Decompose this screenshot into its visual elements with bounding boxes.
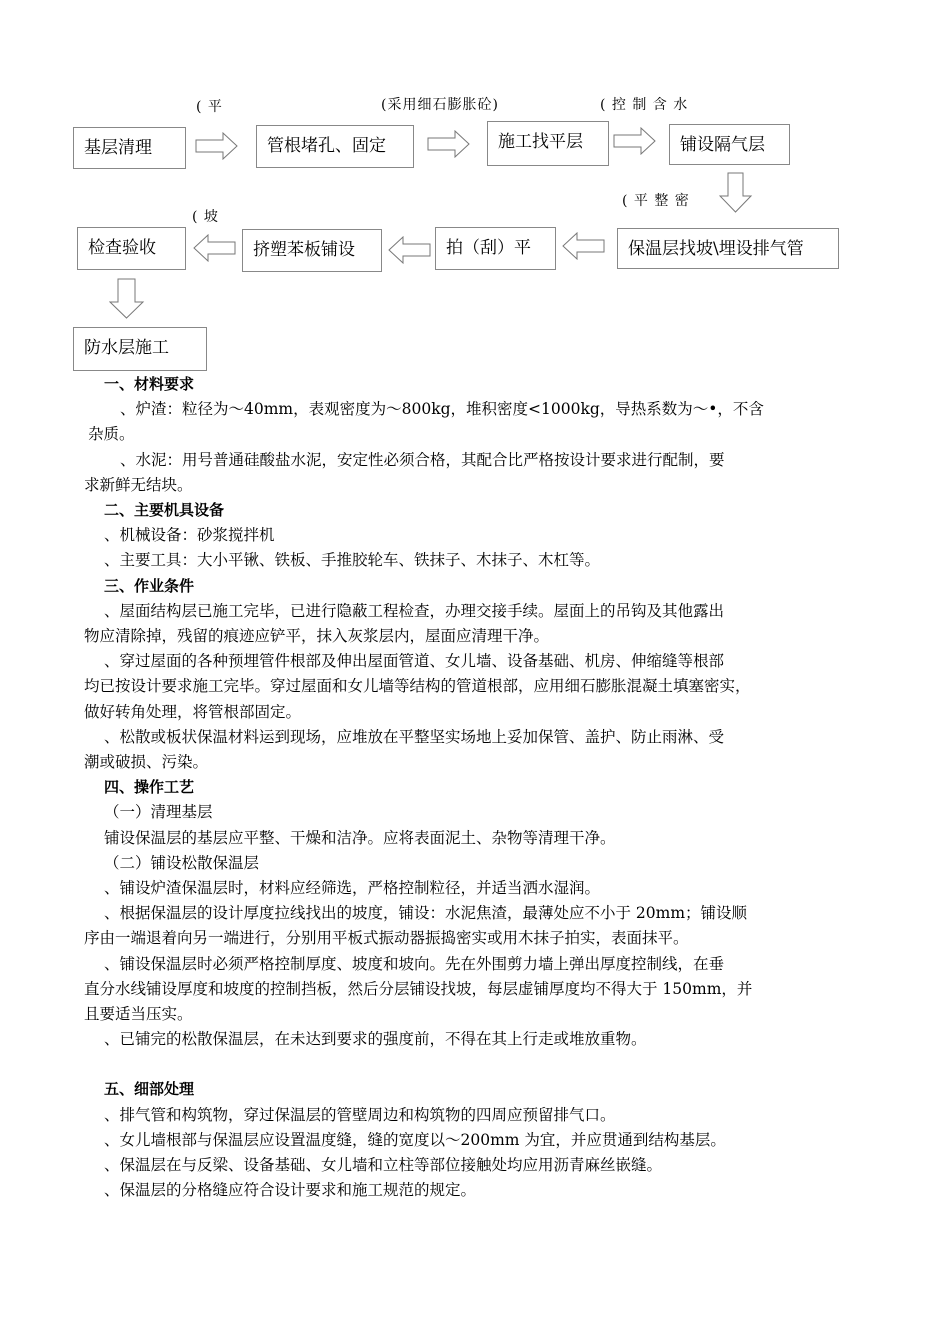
arrow-right-icon — [613, 127, 657, 155]
paragraph: 、机械设备：砂浆搅拌机 — [104, 526, 275, 545]
paragraph: 铺设保温层的基层应平整、干燥和洁净。应将表面泥土、杂物等清理干净。 — [104, 828, 616, 847]
arrow-right-icon — [195, 132, 239, 160]
paragraph: 物应清除掉，残留的痕迹应铲平，抹入灰浆层内，屋面应清理干净。 — [84, 627, 550, 646]
note-moisture: ( 控 制 含 水 — [600, 97, 689, 113]
paragraph: 均已按设计要求施工完毕。穿过屋面和女儿墙等结构的管道根部，应用细石膨胀混凝土填塞密实， — [84, 677, 751, 696]
paragraph: 求新鲜无结块。 — [84, 475, 193, 494]
arrow-left-icon — [562, 232, 606, 260]
note-level: ( 平 — [196, 99, 223, 115]
step-pipe-plugging: 管根堵孔、固定 — [256, 125, 414, 168]
paragraph: 、女儿墙根部与保温层应设置温度缝，缝的宽度以～200mm 为宜，并应贯通到结构基层。 — [104, 1130, 726, 1149]
paragraph: 、铺设保温层时必须严格控制厚度、坡度和坡向。先在外围剪力墙上弹出厚度控制线，在垂 — [104, 954, 725, 973]
paragraph: 、保温层的分格缝应符合设计要求和施工规范的规定。 — [104, 1181, 477, 1200]
paragraph: 、炉渣：粒径为～40mm，表观密度为～800kg，堆积密度<1000kg，导热系数为～•，不含 — [120, 400, 764, 419]
paragraph: 、根据保温层的设计厚度拉线找出的坡度，铺设：水泥焦渣，最薄处应不小于 20mm；铺设顺 — [104, 904, 748, 923]
step-xps-board: 挤塑苯板铺设 — [242, 229, 382, 272]
paragraph: 直分水线铺设厚度和坡度的控制挡板，然后分层铺设找坡，每层虚铺厚度均不得大于 150mm，并 — [84, 979, 753, 998]
paragraph: 潮或破损、污染。 — [84, 753, 209, 772]
section-heading: 二、主要机具设备 — [104, 501, 225, 520]
paragraph: 且要适当压实。 — [84, 1005, 193, 1024]
arrow-down-icon — [719, 172, 753, 214]
paragraph: 、已铺完的松散保温层，在未达到要求的强度前，不得在其上行走或堆放重物。 — [104, 1030, 647, 1049]
paragraph: 序由一端退着向另一端进行，分别用平板式振动器振捣密实或用木抹子拍实，表面抹平。 — [84, 929, 689, 948]
note-dense: ( 平 整 密 — [622, 193, 690, 209]
paragraph: 、松散或板状保温材料运到现场，应堆放在平整坚实场地上妥加保管、盖护、防止雨淋、受 — [104, 727, 725, 746]
document-body — [84, 372, 884, 1204]
step-inspection: 检查验收 — [77, 227, 186, 270]
step-screed: 拍（刮）平 — [435, 227, 556, 270]
paragraph: 、穿过屋面的各种预埋管件根部及伸出屋面管道、女儿墙、设备基础、机房、伸缩缝等根部 — [104, 652, 725, 671]
section-heading: 三、作业条件 — [104, 576, 195, 595]
arrow-left-icon — [388, 236, 432, 264]
paragraph: 、铺设炉渣保温层时，材料应经筛选，严格控制粒径，并适当洒水湿润。 — [104, 879, 601, 898]
arrow-down-icon — [109, 278, 145, 320]
paragraph: 杂质。 — [88, 425, 135, 444]
step-insulation-slope: 保温层找坡\埋设排气管 — [617, 228, 839, 269]
step-base-cleaning: 基层清理 — [73, 127, 186, 169]
paragraph: 做好转角处理，将管根部固定。 — [84, 702, 302, 721]
arrow-right-icon — [427, 130, 471, 158]
step-leveling-layer: 施工找平层 — [487, 121, 609, 166]
arrow-left-icon — [193, 234, 237, 262]
step-waterproofing: 防水层施工 — [73, 327, 207, 371]
section-heading: 一、材料要求 — [104, 375, 195, 393]
paragraph: 、保温层在与反梁、设备基础、女儿墙和立柱等部位接触处均应用沥青麻丝嵌缝。 — [104, 1156, 663, 1175]
paragraph: 、屋面结构层已施工完毕，已进行隐蔽工程检查，办理交接手续。屋面上的吊钩及其他露出 — [104, 601, 725, 620]
subheading: （一）清理基层 — [104, 803, 213, 822]
paragraph: 、主要工具：大小平锹、铁板、手推胶轮车、铁抹子、木抹子、木杠等。 — [104, 551, 601, 570]
step-vapor-barrier: 铺设隔气层 — [669, 124, 790, 165]
section-heading: 四、操作工艺 — [104, 778, 195, 797]
subheading: （二）铺设松散保温层 — [104, 853, 260, 872]
paragraph: 、水泥：用号普通硅酸盐水泥，安定性必须合格，其配合比严格按设计要求进行配制，要 — [120, 450, 725, 469]
section-heading: 五、细部处理 — [104, 1080, 195, 1099]
note-slope: ( 坡 — [192, 209, 219, 225]
note-concrete: (采用细石膨胀砼) — [381, 97, 499, 113]
paragraph: 、排气管和构筑物，穿过保温层的管壁周边和构筑物的四周应预留排气口。 — [104, 1105, 616, 1124]
